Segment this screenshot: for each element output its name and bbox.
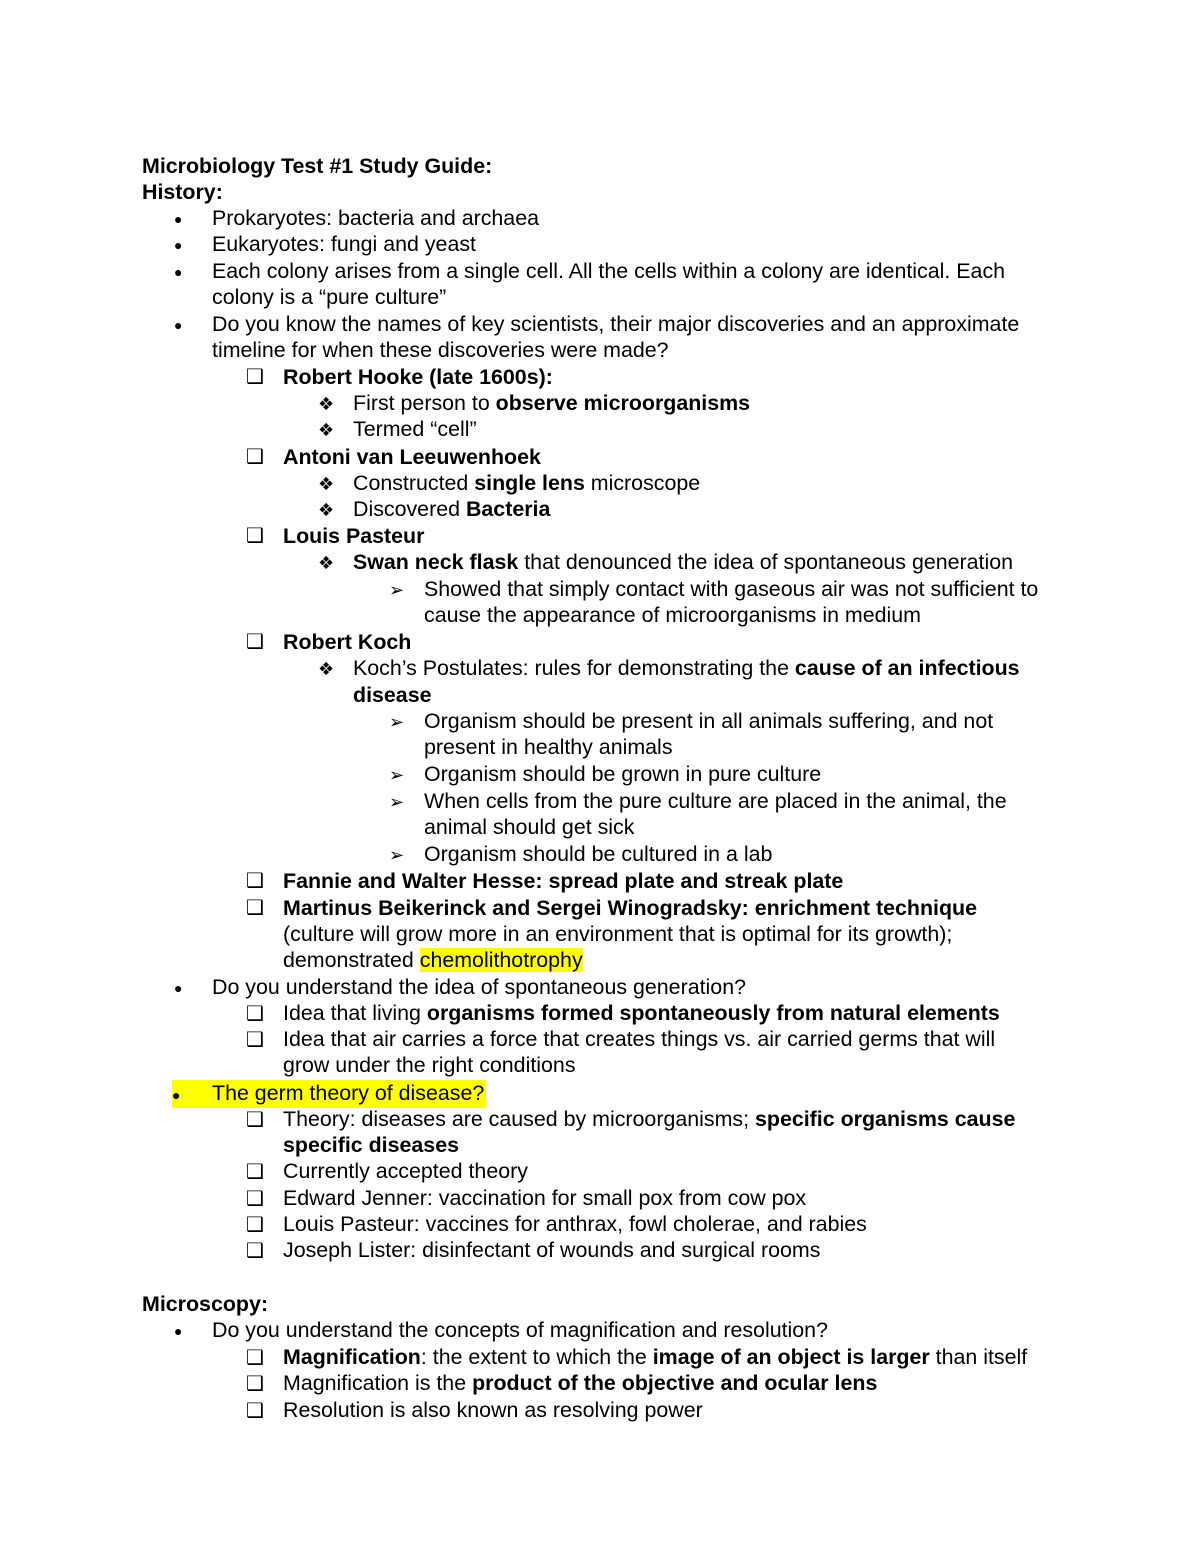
- checkbox-bullet-icon: ❑: [246, 1347, 264, 1369]
- list-item-continued: grow under the right conditions: [283, 1053, 576, 1077]
- bullet-dot: ●: [172, 1087, 181, 1103]
- list-item: Magnification is the product of the objective and ocular lens: [283, 1371, 878, 1395]
- checkbox-bullet-icon: ❑: [246, 870, 264, 892]
- diamond-bullet-icon: ❖: [318, 394, 335, 414]
- checkbox-bullet-icon: ❑: [246, 1373, 264, 1395]
- checkbox-bullet-icon: ❑: [246, 1029, 264, 1051]
- arrow-bullet-icon: ➢: [389, 765, 405, 785]
- list-item: Each colony arises from a single cell. All the cells within a colony are identical. Each: [212, 259, 1006, 283]
- list-item: Prokaryotes: bacteria and archaea: [212, 206, 539, 230]
- scientist-heading: Robert Hooke (late 1600s):: [283, 365, 553, 389]
- diamond-bullet-icon: ❖: [318, 659, 335, 679]
- document-title: Microbiology Test #1 Study Guide:: [142, 154, 493, 178]
- list-item: Do you understand the idea of spontaneous generation?: [212, 975, 746, 999]
- list-item: Constructed single lens microscope: [353, 471, 701, 495]
- list-item: Joseph Lister: disinfectant of wounds and surgical rooms: [283, 1238, 821, 1262]
- bullet-dot: ●: [174, 980, 183, 996]
- list-item: Do you understand the concepts of magnification and resolution?: [212, 1318, 828, 1342]
- arrow-bullet-icon: ➢: [389, 792, 405, 812]
- list-item-continued: cause the appearance of microorganisms in medium: [424, 603, 921, 627]
- diamond-bullet-icon: ❖: [318, 474, 335, 494]
- list-item: Currently accepted theory: [283, 1159, 528, 1183]
- section-heading-microscopy: Microscopy:: [142, 1292, 268, 1316]
- list-item-continued: colony is a “pure culture”: [212, 285, 447, 309]
- list-item-continued: specific diseases: [283, 1133, 459, 1157]
- diamond-bullet-icon: ❖: [318, 500, 335, 520]
- checkbox-bullet-icon: ❑: [246, 897, 264, 919]
- checkbox-bullet-icon: ❑: [246, 1400, 264, 1422]
- list-item: Eukaryotes: fungi and yeast: [212, 232, 476, 256]
- section-heading-history: History:: [142, 180, 223, 204]
- list-item: Theory: diseases are caused by microorganisms; specific organisms cause: [283, 1107, 1016, 1131]
- scientist-heading: Martinus Beikerinck and Sergei Winogradsky: enrichment technique: [283, 896, 977, 920]
- scientist-heading: Louis Pasteur: [283, 524, 425, 548]
- checkbox-bullet-icon: ❑: [246, 631, 264, 653]
- checkbox-bullet-icon: ❑: [246, 1188, 264, 1210]
- list-item: Discovered Bacteria: [353, 497, 551, 521]
- list-item-continued: animal should get sick: [424, 815, 635, 839]
- checkbox-bullet-icon: ❑: [246, 1109, 264, 1131]
- list-item-continued: disease: [353, 683, 432, 707]
- highlighted-term: chemolithotrophy: [419, 948, 583, 972]
- list-item-continued: timeline for when these discoveries were made?: [212, 338, 669, 362]
- list-item: Organism should be present in all animals suffering, and not: [424, 709, 994, 733]
- list-item-continued: demonstrated chemolithotrophy: [283, 948, 583, 972]
- diamond-bullet-icon: ❖: [318, 553, 335, 573]
- list-item: Resolution is also known as resolving power: [283, 1398, 703, 1422]
- checkbox-bullet-icon: ❑: [246, 1214, 264, 1236]
- checkbox-bullet-icon: ❑: [246, 1161, 264, 1183]
- checkbox-bullet-icon: ❑: [246, 446, 264, 468]
- bullet-dot: ●: [174, 264, 183, 280]
- list-item: Do you know the names of key scientists, their major discoveries and an approximate: [212, 312, 1020, 336]
- list-item: First person to observe microorganisms: [353, 391, 751, 415]
- list-item-continued: (culture will grow more in an environment that is optimal for its growth);: [283, 922, 953, 946]
- checkbox-bullet-icon: ❑: [246, 1240, 264, 1262]
- checkbox-bullet-icon: ❑: [246, 366, 264, 388]
- list-item: Magnification: the extent to which the image of an object is larger than itself: [283, 1345, 1028, 1369]
- bullet-dot: ●: [174, 317, 183, 333]
- bullet-dot: ●: [174, 1323, 183, 1339]
- list-item: Edward Jenner: vaccination for small pox from cow pox: [283, 1186, 807, 1210]
- list-item: Swan neck flask that denounced the idea of spontaneous generation: [353, 550, 1014, 574]
- scientist-heading: Robert Koch: [283, 630, 412, 654]
- list-item: Koch’s Postulates: rules for demonstrating the cause of an infectious: [353, 656, 1020, 680]
- arrow-bullet-icon: ➢: [389, 845, 405, 865]
- list-item: Idea that living organisms formed spontaneously from natural elements: [283, 1001, 1000, 1025]
- scientist-heading: Antoni van Leeuwenhoek: [283, 445, 541, 469]
- checkbox-bullet-icon: ❑: [246, 1003, 264, 1025]
- diamond-bullet-icon: ❖: [318, 420, 335, 440]
- list-item: Showed that simply contact with gaseous air was not sufficient to: [424, 577, 1039, 601]
- list-item: Organism should be cultured in a lab: [424, 842, 773, 866]
- bullet-dot: ●: [174, 211, 183, 227]
- list-item: Idea that air carries a force that creates things vs. air carried germs that will: [283, 1027, 996, 1051]
- highlighted-list-item: ● The germ theory of disease?: [172, 1080, 486, 1108]
- bullet-dot: ●: [174, 237, 183, 253]
- scientist-heading: Fannie and Walter Hesse: spread plate and streak plate: [283, 869, 844, 893]
- checkbox-bullet-icon: ❑: [246, 525, 264, 547]
- list-item: Louis Pasteur: vaccines for anthrax, fowl cholerae, and rabies: [283, 1212, 867, 1236]
- list-item: Organism should be grown in pure culture: [424, 762, 822, 786]
- arrow-bullet-icon: ➢: [389, 580, 405, 600]
- list-item: When cells from the pure culture are placed in the animal, the: [424, 789, 1007, 813]
- list-item-continued: present in healthy animals: [424, 735, 673, 759]
- list-item: Termed “cell”: [353, 417, 477, 441]
- arrow-bullet-icon: ➢: [389, 712, 405, 732]
